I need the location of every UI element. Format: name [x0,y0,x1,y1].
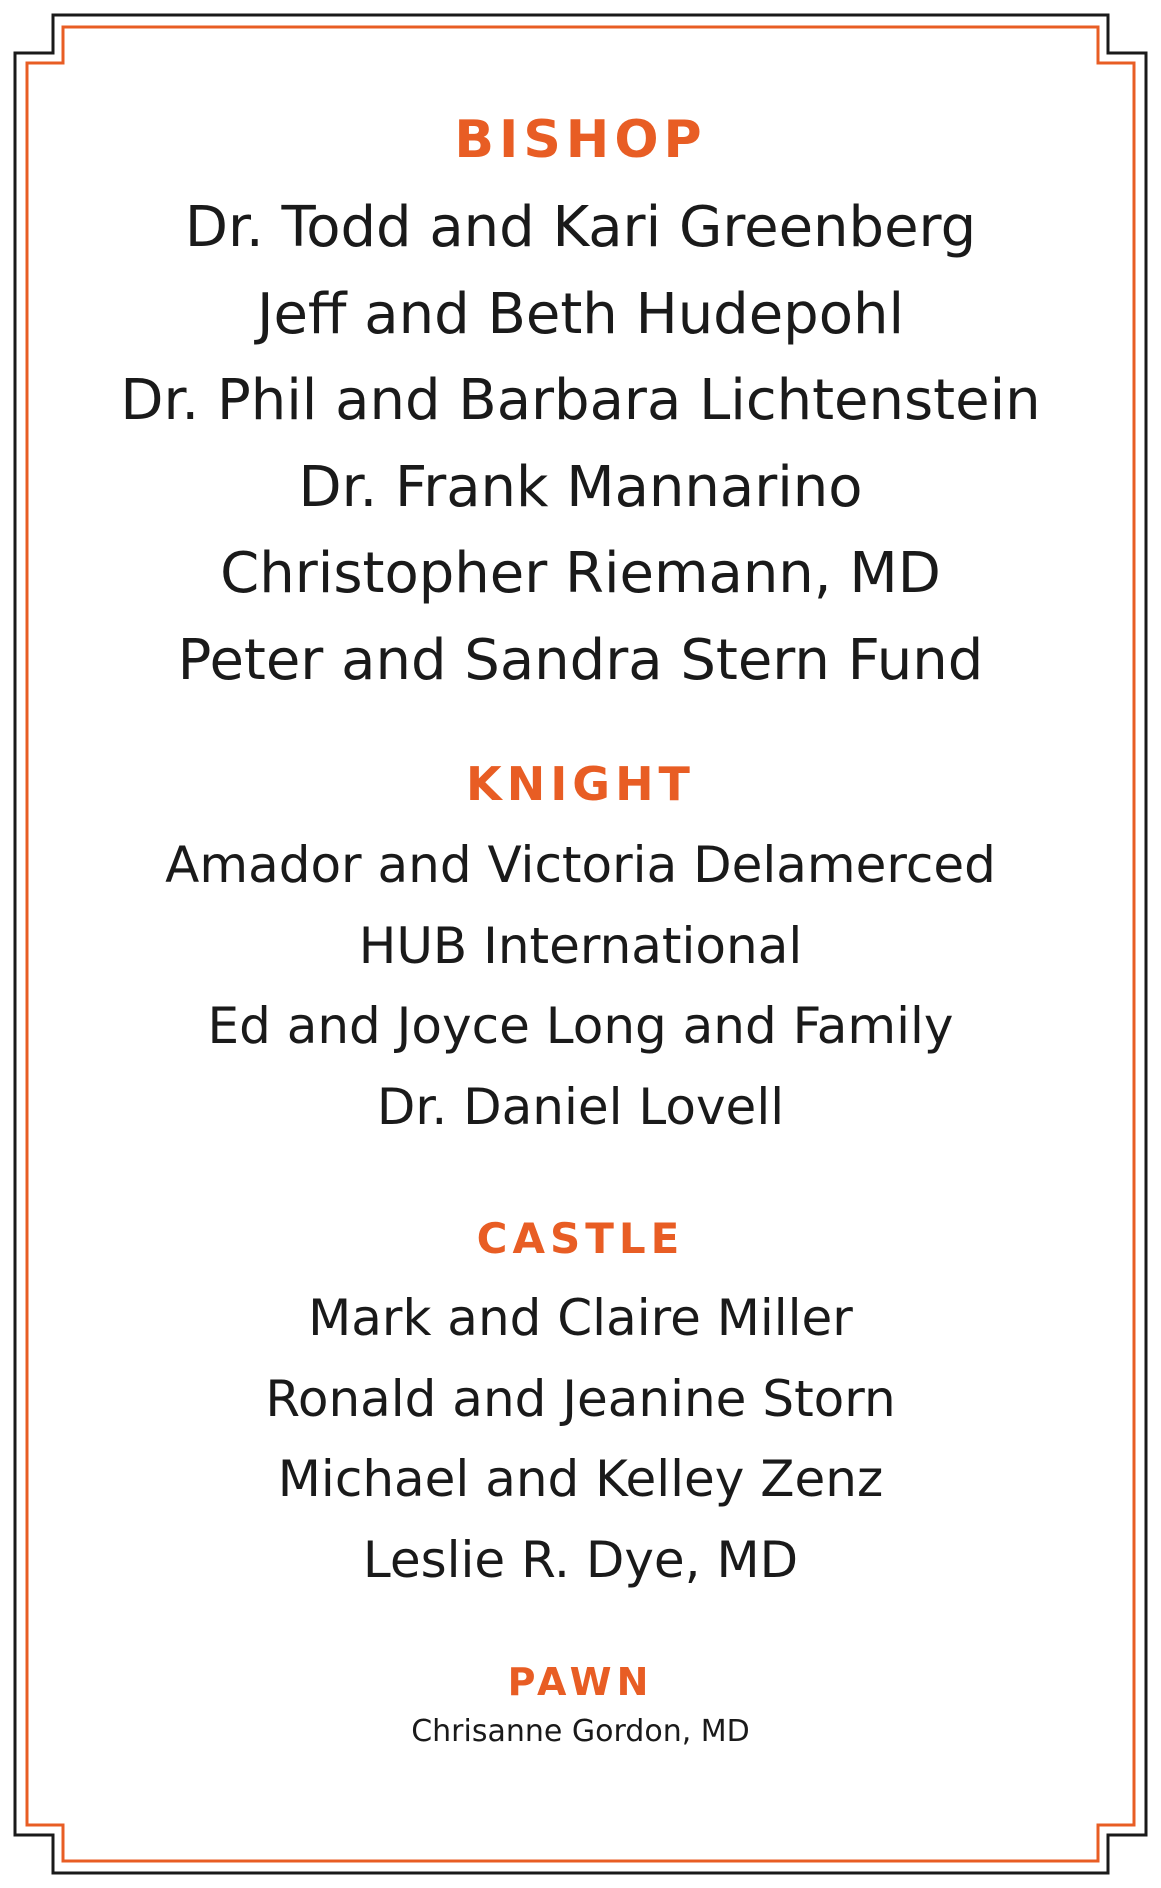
castle-donor-list [0,1278,1161,1600]
donor-name: Christopher Riemann, MD [220,541,941,606]
knight-heading: KNIGHT [466,757,695,811]
donor-name: Jeff and Beth Hudepohl [256,281,905,347]
donor-name: Michael and Kelley Zenz [277,1450,884,1508]
donor-name: Leslie R. Dye, MD [362,1530,799,1589]
pawn-heading: PAWN [507,1660,654,1704]
donor-name: Dr. Phil and Barbara Lichtenstein [120,368,1041,433]
bishop-heading: BISHOP [454,110,707,170]
knight-donor-list [0,825,1161,1147]
donor-name: Ed and Joyce Long and Family [207,997,954,1055]
bishop-donor-list [0,185,1161,704]
donor-name: Chrisanne Gordon, MD [411,1714,750,1749]
donor-name: Dr. Daniel Lovell [376,1077,785,1136]
donor-name: Dr. Frank Mannarino [298,454,863,520]
donor-name: HUB International [358,916,803,975]
donor-name: Amador and Victoria Delamerced [165,836,996,894]
pawn-donor-list [0,1712,1161,1752]
castle-heading: CASTLE [476,1214,685,1263]
donor-name: Ronald and Jeanine Storn [265,1369,896,1428]
donor-name: Peter and Sandra Stern Fund [177,627,984,693]
donor-name: Mark and Claire Miller [308,1289,853,1347]
donor-name: Dr. Todd and Kari Greenberg [184,195,977,260]
